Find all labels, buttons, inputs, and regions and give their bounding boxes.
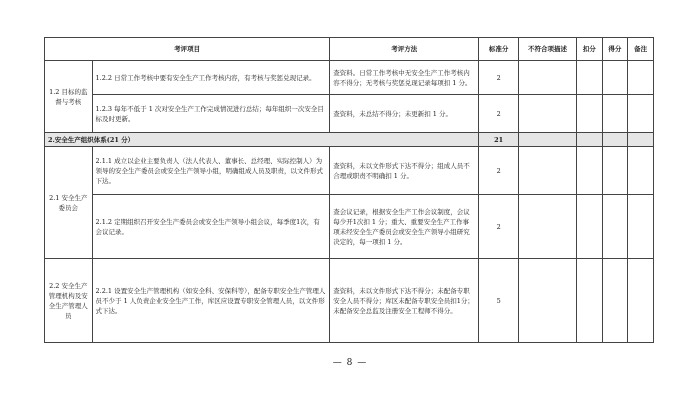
score-cell (602, 147, 628, 195)
header-std-score: 标准分 (479, 38, 519, 61)
item-cell: 2.1.2 定期组织召开安全生产委员会或安全生产领导小组会议，每季度1次，有会议记录。 (92, 195, 330, 259)
deduction-cell (576, 95, 602, 133)
remark-cell (628, 95, 654, 133)
group-label: 2.1 安全生产委员会 (45, 147, 93, 259)
deduction-cell (576, 147, 602, 195)
item-cell: 1.2.2 日常工作考核中要有安全生产工作考核内容，有考核与奖惩兑现记录。 (92, 61, 330, 95)
score-cell (602, 195, 628, 259)
evaluation-table (44, 37, 654, 343)
header-item: 考评项目 (45, 38, 330, 61)
section-title: 2.安全生产组织体系(21 分） (45, 133, 479, 147)
deduction-cell (576, 259, 602, 343)
table-row (45, 61, 654, 95)
header-deduction: 扣分 (576, 38, 602, 61)
score-cell (602, 95, 628, 133)
remark-cell (628, 259, 654, 343)
table-row (45, 95, 654, 133)
table-row (45, 195, 654, 259)
nonconformity-cell (519, 95, 577, 133)
deduction-cell (576, 195, 602, 259)
score-cell (602, 259, 628, 343)
method-cell: 查资料。日常工作考核中无安全生产工作考核内容不得分；无考核与奖惩兑现记录每项扣 1 分。 (330, 61, 479, 95)
header-row (45, 38, 654, 61)
item-cell: 2.2.1 设置安全生产管理机构（如安全科、安保科等），配备专职安全生产管理人员不少于 1 人负责企业安全生产工作，库区应设置专职安全管理人员，以文件形式下达。 (92, 259, 330, 343)
group-label: 2.2 安全生产管理机构及安全生产管理人员 (45, 259, 93, 343)
nonconformity-cell (519, 61, 577, 95)
remark-cell (628, 195, 654, 259)
page-number: — 8 — (332, 358, 368, 368)
header-nonconformity: 不符合项描述 (519, 38, 577, 61)
nonconformity-cell (519, 195, 577, 259)
nonconformity-cell (519, 259, 577, 343)
remark-cell (628, 147, 654, 195)
item-cell: 2.1.1 成立以企业主要负责人（法人代表人、董事长、总经理、实际控制人）为领导的安全生产委员会或安全生产领导小组，明确组成人员及职责，以文件形式下达。 (92, 147, 330, 195)
section-row (45, 133, 654, 147)
nonconformity-cell (519, 147, 577, 195)
header-remark: 备注 (628, 38, 654, 61)
std-score-cell: 2 (479, 61, 519, 95)
header-score: 得分 (602, 38, 628, 61)
section-score: 21 (479, 133, 519, 147)
std-score-cell: 5 (479, 259, 519, 343)
table-row (45, 259, 654, 343)
header-method: 考评方法 (330, 38, 479, 61)
group-label: 1.2 目标的监督与考核 (45, 61, 93, 133)
score-cell (602, 61, 628, 95)
item-cell: 1.2.3 每年不低于 1 次对安全生产工作完成情况进行总结；每年组织一次安全目标及时更新。 (92, 95, 330, 133)
std-score-cell: 2 (479, 147, 519, 195)
remark-cell (628, 61, 654, 95)
method-cell: 查资料，未总结不得分；未更新扣 1 分。 (330, 95, 479, 133)
method-cell: 查会议记录，根据安全生产工作会议制度，会议每少开1次扣 1 分；重大、重要安全生产工作事项未经安全生产委员会或安全生产领导小组研究决定的，每一项扣 1 分。 (330, 195, 479, 259)
std-score-cell: 2 (479, 195, 519, 259)
table-row (45, 147, 654, 195)
method-cell: 查资料，未以文件形式下达不得分；组成人员不合理或职责不明确扣 1 分。 (330, 147, 479, 195)
std-score-cell: 2 (479, 95, 519, 133)
method-cell: 查资料，未以文件形式下达不得分；未配备专职安全人员不得分；库区未配备专职安全员扣1分；未配备安全总监及注册安全工程师不得分。 (330, 259, 479, 343)
deduction-cell (576, 61, 602, 95)
